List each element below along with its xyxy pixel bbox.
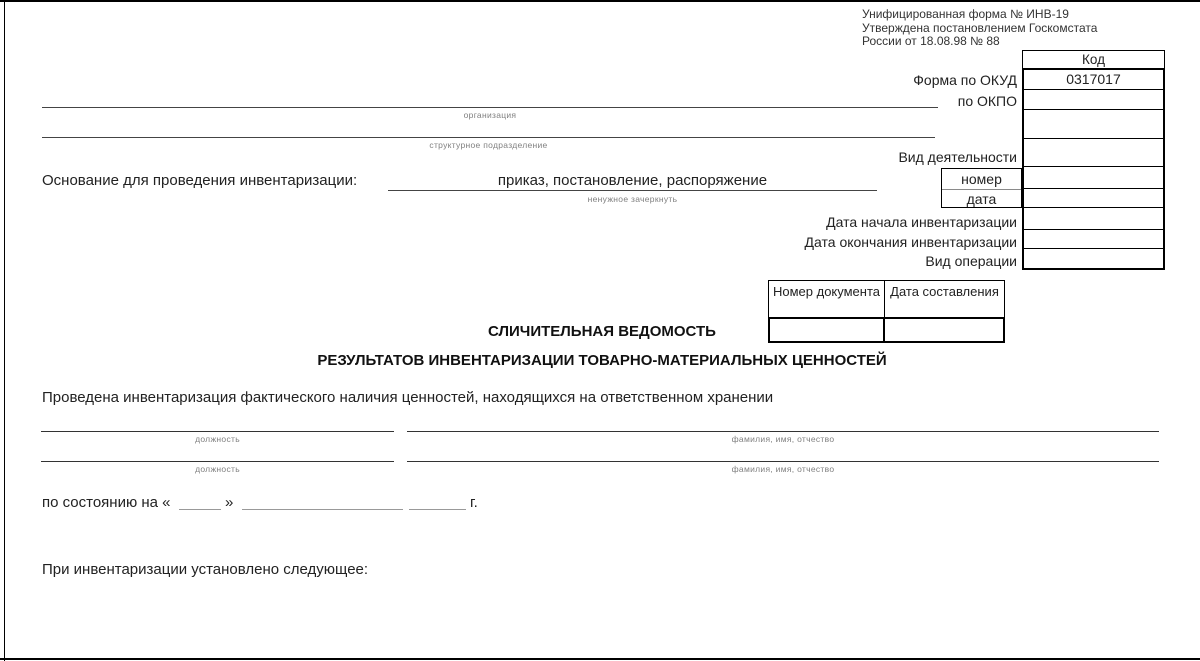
okpo-code-cell[interactable] bbox=[1024, 90, 1163, 110]
code-column bbox=[1022, 68, 1165, 270]
basis-date-label: дата bbox=[966, 191, 997, 207]
position-caption-2: должность bbox=[195, 464, 240, 474]
page-frame-left bbox=[4, 0, 5, 661]
basis-number-cell[interactable] bbox=[1024, 167, 1163, 189]
organization-caption: организация bbox=[463, 110, 517, 120]
findings-text: При инвентаризации установлено следующее: bbox=[42, 561, 369, 578]
as-of-month-line[interactable] bbox=[242, 509, 403, 510]
doc-date-header: Дата составления bbox=[885, 280, 1005, 318]
end-date-cell[interactable] bbox=[1024, 230, 1163, 249]
fullname-caption-2: фамилия, имя, отчество bbox=[731, 464, 835, 474]
basis-number-date-box bbox=[941, 168, 1022, 208]
basis-label: Основание для проведения инвентаризации: bbox=[42, 172, 358, 189]
division-field-line[interactable] bbox=[42, 137, 935, 138]
okud-label: Форма по ОКУД bbox=[913, 72, 1017, 88]
fullname-field-line-1[interactable] bbox=[407, 431, 1159, 432]
regulatory-note bbox=[862, 8, 1192, 49]
operation-label: Вид операции bbox=[925, 253, 1017, 269]
regulatory-note-line2: Утверждена постановлением Госкомстата bbox=[862, 20, 1098, 35]
end-date-label: Дата окончания инвентаризации bbox=[804, 234, 1017, 250]
fullname-caption-1: фамилия, имя, отчество bbox=[731, 434, 835, 444]
regulatory-note-line3: России от 18.08.98 № 88 bbox=[862, 34, 1000, 48]
as-of-close-quote: » bbox=[225, 494, 234, 511]
basis-field-line[interactable] bbox=[388, 190, 877, 191]
doc-table-header bbox=[768, 280, 1005, 318]
okud-code-cell[interactable]: 0317017 bbox=[1024, 70, 1163, 90]
start-date-cell[interactable] bbox=[1024, 208, 1163, 230]
activity-code-cell[interactable] bbox=[1024, 139, 1163, 167]
basis-caption: ненужное зачеркнуть bbox=[587, 194, 678, 204]
page-frame-top bbox=[0, 0, 1200, 2]
basis-date-cell[interactable] bbox=[1024, 189, 1163, 208]
start-date-label: Дата начала инвентаризации bbox=[826, 214, 1017, 230]
as-of-year-suffix: г. bbox=[470, 494, 478, 511]
intro-text: Проведена инвентаризация фактического наличия ценностей, находящихся на ответственном хранении bbox=[42, 389, 774, 406]
as-of-day-line[interactable] bbox=[179, 509, 221, 510]
position-field-line-1[interactable] bbox=[41, 431, 394, 432]
basis-value: приказ, постановление, распоряжение bbox=[497, 172, 768, 189]
doc-number-header: Номер документа bbox=[768, 280, 885, 318]
fullname-field-line-2[interactable] bbox=[407, 461, 1159, 462]
empty-code-cell[interactable] bbox=[1024, 110, 1163, 139]
organization-field-line[interactable] bbox=[42, 107, 938, 108]
regulatory-note-line1: Унифицированная форма № ИНВ-19 bbox=[862, 7, 1069, 21]
division-caption: структурное подразделение bbox=[429, 140, 548, 150]
position-caption-1: должность bbox=[195, 434, 240, 444]
form-title-line2: РЕЗУЛЬТАТОВ ИНВЕНТАРИЗАЦИИ ТОВАРНО-МАТЕРИАЛЬНЫХ ЦЕННОСТЕЙ bbox=[317, 352, 887, 369]
code-column-header: Код bbox=[1022, 50, 1165, 69]
as-of-year-line[interactable] bbox=[409, 509, 466, 510]
okpo-label: по ОКПО bbox=[957, 93, 1017, 109]
operation-code-cell[interactable] bbox=[1024, 249, 1163, 268]
activity-label: Вид деятельности bbox=[898, 149, 1017, 165]
as-of-prefix: по состоянию на « bbox=[42, 494, 171, 511]
form-title-line1: СЛИЧИТЕЛЬНАЯ ВЕДОМОСТЬ bbox=[488, 323, 716, 340]
position-field-line-2[interactable] bbox=[41, 461, 394, 462]
basis-number-label: номер bbox=[942, 169, 1021, 190]
page-frame-bottom bbox=[0, 658, 1200, 660]
